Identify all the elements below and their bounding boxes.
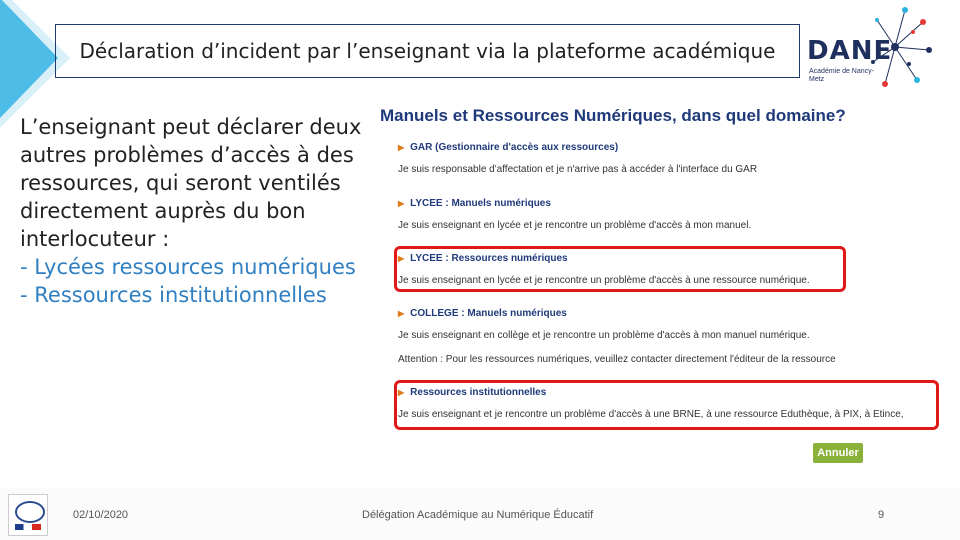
footer: [0, 488, 960, 540]
body-text: [20, 113, 375, 309]
option-lycee-ressources-desc: Je suis enseignant en lycée et je rencontre un problème d'accès à une ressource numérique.: [398, 275, 810, 286]
option-lycee-manuels-desc: Je suis enseignant en lycée et je rencontre un problème d'accès à mon manuel.: [398, 220, 752, 231]
slide-title: Déclaration d’incident par l’enseignant via la plateforme académique: [79, 39, 776, 63]
highlight-lycees: - Lycées ressources numériques: [20, 255, 356, 279]
arrow-icon: ▶: [398, 143, 405, 152]
accent-triangle: [0, 0, 58, 118]
option-college-note: Attention : Pour les ressources numériques, veuillez contacter directement l'éditeur de la ressource: [398, 354, 836, 365]
cancel-button[interactable]: Annuler: [813, 443, 863, 463]
arrow-icon: ▶: [398, 388, 405, 397]
seal-icon: [15, 501, 45, 523]
slide-title-box: [55, 24, 800, 78]
logo-text: DANE: [807, 36, 893, 66]
option-gar[interactable]: ▶ GAR (Gestionnaire d'accès aux ressources): [398, 142, 619, 153]
body-line: ressources, qui seront ventilés: [20, 171, 341, 195]
option-college-manuels-desc: Je suis enseignant en collège et je rencontre un problème d'accès à mon manuel numérique.: [398, 330, 810, 341]
page-number: 9: [878, 509, 885, 521]
dane-logo: [805, 2, 935, 92]
highlight-box-institutionnelles: [394, 380, 939, 430]
option-gar-desc: Je suis responsable d'affectation et je n'arrive pas à accéder à l'interface du GAR: [398, 164, 758, 175]
option-lycee-ressources[interactable]: ▶ LYCEE : Ressources numériques: [398, 253, 568, 264]
option-college-manuels[interactable]: ▶ COLLEGE : Manuels numériques: [398, 308, 567, 319]
flag-icon: [15, 524, 41, 530]
body-line: autres problèmes d’accès à des: [20, 143, 354, 167]
form-title: Manuels et Ressources Numériques, dans quel domaine?: [380, 106, 846, 125]
footer-organization: Délégation Académique au Numérique Éducatif: [362, 509, 594, 521]
arrow-icon: ▶: [398, 199, 405, 208]
option-lycee-manuels[interactable]: ▶ LYCEE : Manuels numériques: [398, 198, 551, 209]
arrow-icon: ▶: [398, 254, 405, 263]
highlight-institutionnelles: - Ressources institutionnelles: [20, 283, 327, 307]
highlight-box-lycee: [394, 246, 846, 292]
arrow-icon: ▶: [398, 309, 405, 318]
academy-logo: [8, 494, 48, 536]
footer-date: 02/10/2020: [73, 509, 129, 521]
body-line: directement auprès du bon: [20, 199, 306, 223]
option-ressources-institutionnelles[interactable]: ▶ Ressources institutionnelles: [398, 387, 547, 398]
logo-subtitle: Académie de Nancy-Metz: [809, 68, 874, 83]
body-line: L’enseignant peut déclarer deux: [20, 115, 362, 139]
option-ressources-institutionnelles-desc: Je suis enseignant et je rencontre un problème d'accès à une BRNE, à une ressource Eduthèque, à PIX, à Etince,: [398, 409, 904, 420]
body-line: interlocuteur :: [20, 227, 170, 251]
